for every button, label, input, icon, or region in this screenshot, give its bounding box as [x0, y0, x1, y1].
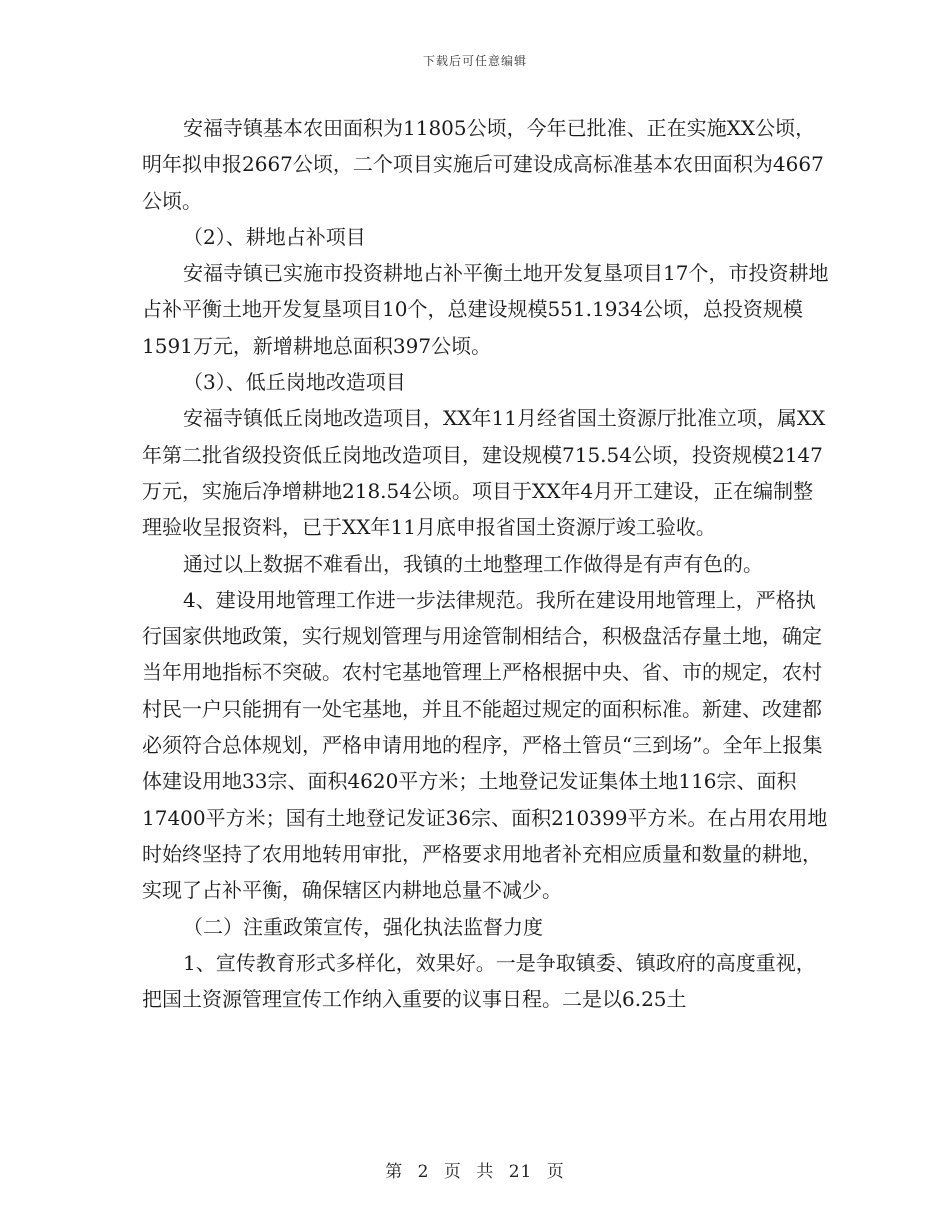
paragraph-farmland-balance: 安福寺镇已实施市投资耕地占补平衡土地开发复垦项目17个，市投资耕地占补平衡土地开发复垦项目10个，总建设规模551.1934公顷，总投资规模1591万元，新增耕地总面积397公顷。 [142, 261, 829, 358]
paragraph-publicity: 1、宣传教育形式多样化，效果好。一是争取镇委、镇政府的高度重视，把国土资源管理宣传工作纳入重要的议事日程。二是以6.25土 [142, 950, 816, 1012]
paragraph-summary: 通过以上数据不难看出，我镇的土地整理工作做得是有声有色的。 [183, 551, 763, 576]
document-body [142, 110, 832, 1017]
paragraph-low-hill-project: 安福寺镇低丘岗地改造项目，XX年11月经省国土资源厅批准立项，属XX年第二批省级投资低丘岗地改造项目，建设规模715.54公顷，投资规模2147万元，实施后净增耕地218.54公顷。项目于XX年4月开工建设，正在编制整理验收呈报资料，已于XX年11月底申报省国土资源厅竣工验收。 [142, 406, 826, 540]
subheading-farmland-balance: （2）、耕地占补项目 [183, 224, 366, 249]
subheading-low-hill-project: （3）、低丘岗地改造项目 [183, 370, 406, 395]
paragraph-farmland-area: 安福寺镇基本农田面积为11805公顷，今年已批准、正在实施XX公顷，明年拟申报2667公顷，二个项目实施后可建设成高标准基本农田面积为4667公顷。 [142, 116, 824, 213]
page-header: 下载后可任意编辑 [422, 54, 527, 68]
page-footer: 第 2 页 共 21 页 [385, 1162, 565, 1182]
section-heading-policy: （二）注重政策宣传，强化执法监督力度 [183, 914, 543, 939]
paragraph-construction-land: 4、建设用地管理工作进一步法律规范。我所在建设用地管理上，严格执行国家供地政策，实行规划管理与用途管制相结合，积极盘活存量土地，确定当年用地指标不突破。农村宅基地管理上严格根据中央、省、市的规定，农村村民一户只能拥有一处宅基地，并且不能超过规定的面积标准。新建、改建都必须符合总体规划，严格申请用地的程序，严格土管员“三到场”。全年上报集体建设用地33宗、面积4620平方米；土地登记发证集体土地116宗、面积17400平方米；国有土地登记发证36宗、面积210399平方米。在占用农用地时始终坚持了农用地转用审批，严格要求用地者补充相应质量和数量的耕地，实现了占补平衡，确保辖区内耕地总量不减少。 [142, 587, 828, 903]
